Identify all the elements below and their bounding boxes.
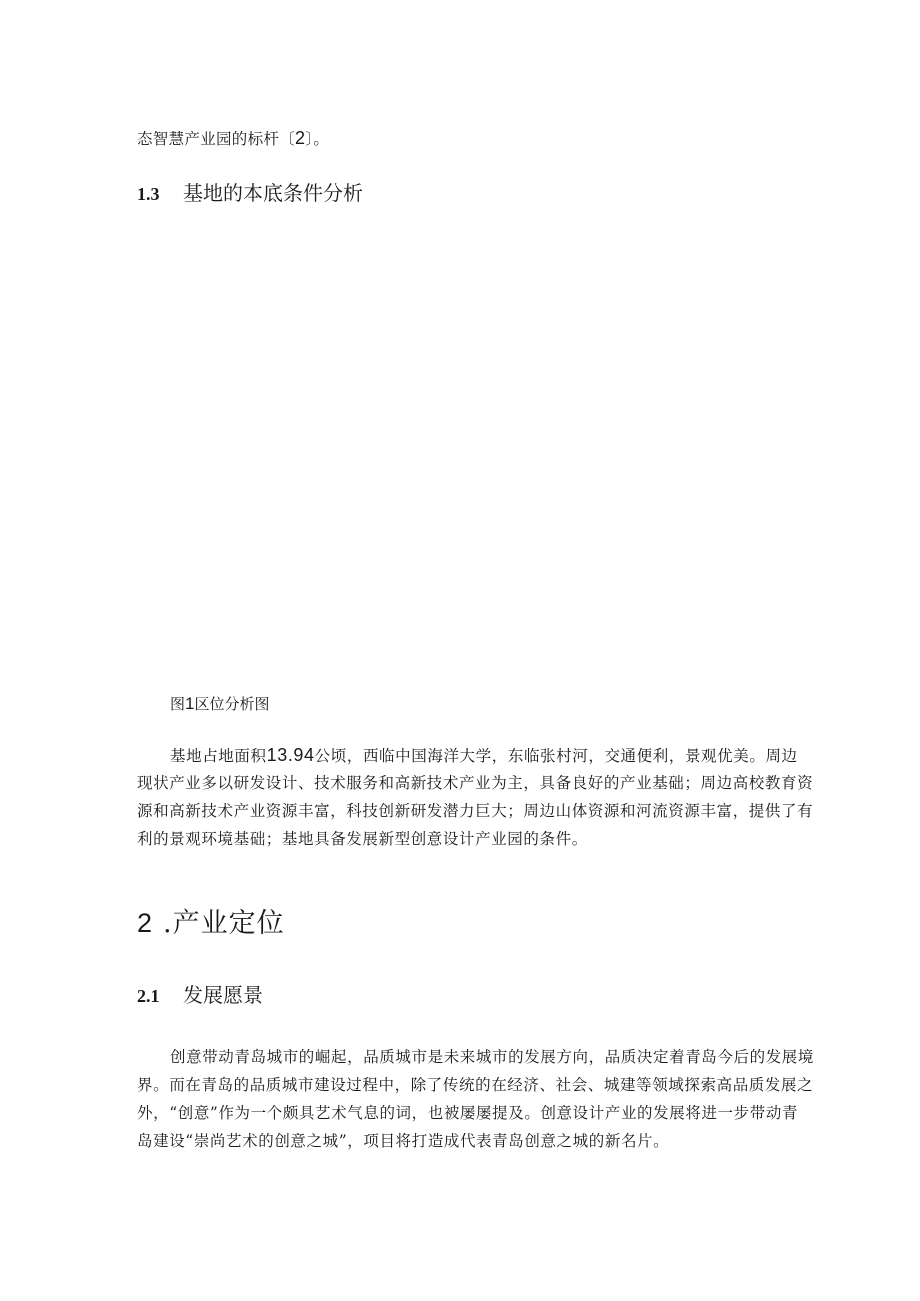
paragraph-vision bbox=[137, 1043, 815, 1155]
caption-number: 1 bbox=[185, 694, 195, 713]
continuation-line bbox=[137, 128, 329, 149]
section-number: 1.3 bbox=[137, 184, 160, 204]
paragraph-line: 利的景观环境基础；基地具备发展新型创意设计产业园的条件。 bbox=[137, 830, 588, 848]
chapter-number: 2 bbox=[137, 908, 154, 938]
text-run: 基地占地面积 bbox=[170, 747, 267, 765]
area-value: 13.94 bbox=[266, 745, 315, 765]
figure-image-area bbox=[137, 215, 783, 675]
section-title: 发展愿景 bbox=[183, 983, 263, 1007]
paragraph-line: 外，“创意”作为一个颇具艺术气息的词，也被屡屡提及。创意设计产业的发展将进一步带动青 bbox=[137, 1104, 799, 1122]
paragraph-line bbox=[137, 741, 798, 769]
continuation-text: 态智慧产业园的标杆〔 bbox=[137, 130, 296, 148]
chapter-heading-2 bbox=[137, 906, 285, 941]
paragraph-line: 现状产业多以研发设计、技术服务和高新技术产业为主，具备良好的产业基础；周边高校教育资 bbox=[137, 774, 814, 792]
continuation-text-end: 〕。 bbox=[305, 130, 330, 148]
caption-prefix: 图 bbox=[170, 695, 186, 713]
paragraph-line: 创意带动青岛城市的崛起，品质城市是未来城市的发展方向，品质决定着青岛今后的发展境 bbox=[170, 1048, 815, 1066]
paragraph-line: 岛建设“崇尚艺术的创意之城”，项目将打造成代表青岛创意之城的新名片。 bbox=[137, 1132, 670, 1150]
figure-caption bbox=[170, 694, 270, 714]
paragraph-line: 界。而在青岛的品质城市建设过程中，除了传统的在经济、社会、城建等领域探索高品质发展之 bbox=[137, 1076, 814, 1094]
paragraph-site-analysis bbox=[137, 741, 814, 853]
section-number: 2.1 bbox=[137, 986, 160, 1006]
text-run: 公顷，西临中国海洋大学，东临张村河，交通便利，景观优美。周边 bbox=[314, 747, 798, 765]
reference-number: 2 bbox=[295, 128, 306, 148]
paragraph-line: 源和高新技术产业资源丰富，科技创新研发潜力巨大；周边山体资源和河流资源丰富，提供了有 bbox=[137, 802, 814, 820]
caption-text: 区位分析图 bbox=[194, 695, 270, 713]
section-title: 基地的本底条件分析 bbox=[183, 181, 363, 205]
chapter-title: .产业定位 bbox=[163, 908, 285, 939]
section-heading-2-1 bbox=[137, 982, 263, 1009]
section-heading-1-3 bbox=[137, 180, 363, 207]
